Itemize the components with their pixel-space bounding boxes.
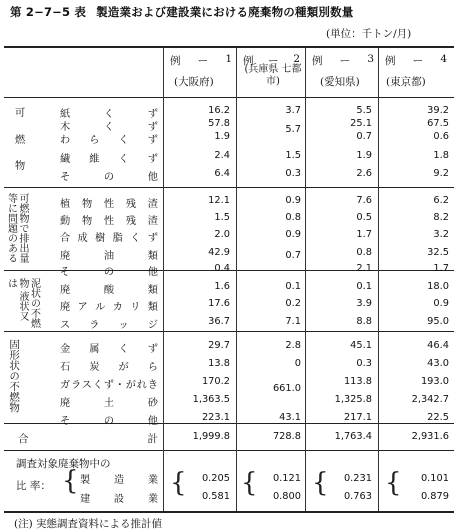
category-sludge: 泥状の不燃物 液状又は (5, 278, 40, 328)
row-item-label: わ ら く ず (60, 135, 158, 146)
row-item-label: そ の 他 (60, 172, 158, 183)
row-item-label: 動 物 性 残 渣 (60, 216, 158, 227)
ratio-brace-4: { (385, 468, 402, 498)
row-value-col3: 1.9 (356, 150, 372, 161)
row-value-col3: 217.1 (343, 412, 372, 423)
column-head-2: 例 ー 2 (243, 53, 300, 67)
row-value-col4: 8.2 (433, 212, 449, 223)
row-value-col3: 0.7 (356, 131, 372, 142)
row-value-col3: 0.5 (356, 212, 372, 223)
row-value-col2: 1.5 (285, 150, 301, 161)
row-value-col3: 1,325.8 (334, 394, 372, 405)
row-item-label: 石 炭 が ら (60, 362, 158, 373)
row-value-col3: 2.1 (356, 263, 372, 274)
row-item-label: 廃 酸 類 (60, 285, 158, 296)
row-value-col3: 8.8 (356, 316, 372, 327)
merged-c2-oil-other: 0.7 (285, 250, 301, 261)
row-value-col1: 1,363.5 (192, 394, 230, 405)
table-title-text: 製造業および建設業における廃棄物の種類別数量 (96, 5, 354, 19)
row-value-col1: 1.6 (214, 281, 230, 292)
row-value-col1: 2.4 (214, 150, 230, 161)
row-value-col1: 29.7 (208, 340, 230, 351)
ratio-construction-2: 0.800 (272, 491, 301, 502)
column-head-3: 例 ー 3 (312, 53, 374, 67)
row-value-col4: 18.0 (427, 281, 449, 292)
category-combustible-2: 燃 (15, 135, 26, 146)
row-item-label: ス ラ ッ ジ (60, 320, 158, 331)
ratio-brace-2: { (241, 468, 258, 498)
row-item-label: 金 属 く ず (60, 344, 158, 355)
merged-c2-wood-wara: 5.7 (285, 124, 301, 135)
column-divider-2 (236, 48, 237, 511)
row-item-label: 木 く ず (60, 122, 158, 133)
row-value-col1: 16.2 (208, 105, 230, 116)
row-value-col1: 57.8 (208, 118, 230, 129)
row-value-col1: 0.4 (214, 263, 230, 274)
row-item-label: 合 成 樹 脂 く ず (60, 233, 158, 244)
bottom-rule (4, 511, 454, 513)
row-value-col4: 1.8 (433, 150, 449, 161)
row-value-col4: 6.2 (433, 195, 449, 206)
column-divider-1 (163, 48, 164, 511)
ratio-brace-1: { (170, 468, 187, 498)
ratio-manufacturing-label: 製 造 業 (80, 475, 158, 486)
row-item-label: 廃 油 類 (60, 251, 158, 262)
total-rule (4, 450, 454, 451)
ratio-manufacturing-3: 0.231 (343, 473, 372, 484)
row-value-col4: 1.7 (433, 263, 449, 274)
row-value-col3: 0.3 (356, 358, 372, 369)
section-rule-3 (4, 331, 454, 332)
table-number: 第 2−7−5 表 (10, 5, 87, 19)
column-sub-3: (愛知県) (320, 76, 360, 88)
row-value-col1: 6.4 (214, 168, 230, 179)
row-value-col2: 7.1 (285, 316, 301, 327)
row-value-col3: 2.6 (356, 168, 372, 179)
total-value-2: 728.8 (272, 431, 301, 442)
row-value-col4: 0.9 (433, 298, 449, 309)
row-value-col2: 0.3 (285, 168, 301, 179)
ratio-construction-label: 建 設 業 (80, 494, 158, 505)
ratio-construction-1: 0.581 (201, 491, 230, 502)
merged-c2-glass-soil: 661.0 (272, 383, 301, 394)
merged-c1-wara-fiber: 1.9 (214, 131, 230, 142)
row-value-col3: 45.1 (350, 340, 372, 351)
column-sub-4: (東京都) (386, 76, 426, 88)
row-value-col4: 193.0 (420, 376, 449, 387)
row-value-col3: 5.5 (356, 105, 372, 116)
row-item-label: 繊 維 く ず (60, 154, 158, 165)
row-value-col2: 0.9 (285, 229, 301, 240)
row-item-label: ガラスくず・がれき (60, 380, 158, 391)
row-value-col3: 113.8 (343, 376, 372, 387)
row-value-col3: 7.6 (356, 195, 372, 206)
row-value-col1: 1.5 (214, 212, 230, 223)
row-value-col1: 36.7 (208, 316, 230, 327)
category-combustible-3: 物 (15, 161, 26, 172)
row-value-col4: 0.6 (433, 131, 449, 142)
row-value-col2: 0.1 (285, 281, 301, 292)
row-value-col1: 42.9 (208, 247, 230, 258)
row-value-col2: 0 (294, 358, 301, 369)
row-item-label: そ の 他 (60, 267, 158, 278)
ratio-heading: 調査対象廃棄物中の (16, 458, 111, 470)
column-head-4: 例 ー 4 (385, 53, 447, 67)
ratio-construction-3: 0.763 (343, 491, 372, 502)
row-item-label: 廃 ア ル カ リ 類 (60, 302, 158, 313)
row-value-col3: 1.7 (356, 229, 372, 240)
column-divider-3 (305, 48, 306, 511)
total-value-3: 1,763.4 (334, 431, 372, 442)
category-problem: 可燃物で排出量等に問題のある (5, 193, 28, 263)
unit-label: (単位：千トン/月) (326, 28, 412, 40)
row-value-col4: 32.5 (427, 247, 449, 258)
category-solid: 固形状の不燃物 (8, 339, 21, 413)
row-value-col4: 22.5 (427, 412, 449, 423)
row-value-col1: 223.1 (201, 412, 230, 423)
row-value-col4: 95.0 (427, 316, 449, 327)
header-rule (4, 97, 454, 98)
top-rule (4, 46, 454, 48)
row-value-col2: 43.1 (279, 412, 301, 423)
row-value-col2: 0.8 (285, 212, 301, 223)
ratio-manufacturing-1: 0.205 (201, 473, 230, 484)
ratio-manufacturing-4: 0.101 (420, 473, 449, 484)
ratio-label: 比 率： (16, 480, 51, 492)
row-value-col1: 12.1 (208, 195, 230, 206)
ratio-brace: { (62, 466, 79, 496)
row-item-label: そ の 他 (60, 416, 158, 427)
row-value-col3: 0.1 (356, 281, 372, 292)
row-value-col4: 2,342.7 (411, 394, 449, 405)
row-value-col4: 3.2 (433, 229, 449, 240)
column-sub-2: (兵庫県 七都市) (244, 64, 302, 87)
section-rule-1 (4, 187, 454, 188)
ratio-manufacturing-2: 0.121 (272, 473, 301, 484)
row-item-label: 植 物 性 残 渣 (60, 199, 158, 210)
column-divider-4 (378, 48, 379, 511)
row-value-col4: 46.4 (427, 340, 449, 351)
row-value-col1: 2.0 (214, 229, 230, 240)
column-head-1: 例 ー 1 (170, 53, 232, 67)
table-title (10, 4, 354, 20)
row-value-col2: 3.7 (285, 105, 301, 116)
row-value-col4: 9.2 (433, 168, 449, 179)
total-value-1: 1,999.8 (192, 431, 230, 442)
row-value-col4: 39.2 (427, 105, 449, 116)
row-value-col2: 0.2 (285, 298, 301, 309)
row-value-col3: 0.8 (356, 247, 372, 258)
row-value-col1: 17.6 (208, 298, 230, 309)
row-value-col4: 67.5 (427, 118, 449, 129)
row-item-label: 紙 く ず (60, 109, 158, 120)
column-sub-1: (大阪府) (174, 76, 214, 88)
row-value-col1: 13.8 (208, 358, 230, 369)
row-value-col1: 170.2 (201, 376, 230, 387)
category-combustible-1: 可 (15, 108, 26, 119)
row-item-label: 廃 土 砂 (60, 398, 158, 409)
ratio-construction-4: 0.879 (420, 491, 449, 502)
total-value-4: 2,931.6 (411, 431, 449, 442)
row-value-col2: 2.8 (285, 340, 301, 351)
total-label: 合 計 (18, 433, 158, 445)
row-value-col3: 3.9 (356, 298, 372, 309)
footnote: (注) 実態調査資料による推計値 (14, 518, 163, 530)
row-value-col2: 0.9 (285, 195, 301, 206)
ratio-brace-3: { (312, 468, 329, 498)
row-value-col3: 25.1 (350, 118, 372, 129)
row-value-col4: 43.0 (427, 358, 449, 369)
